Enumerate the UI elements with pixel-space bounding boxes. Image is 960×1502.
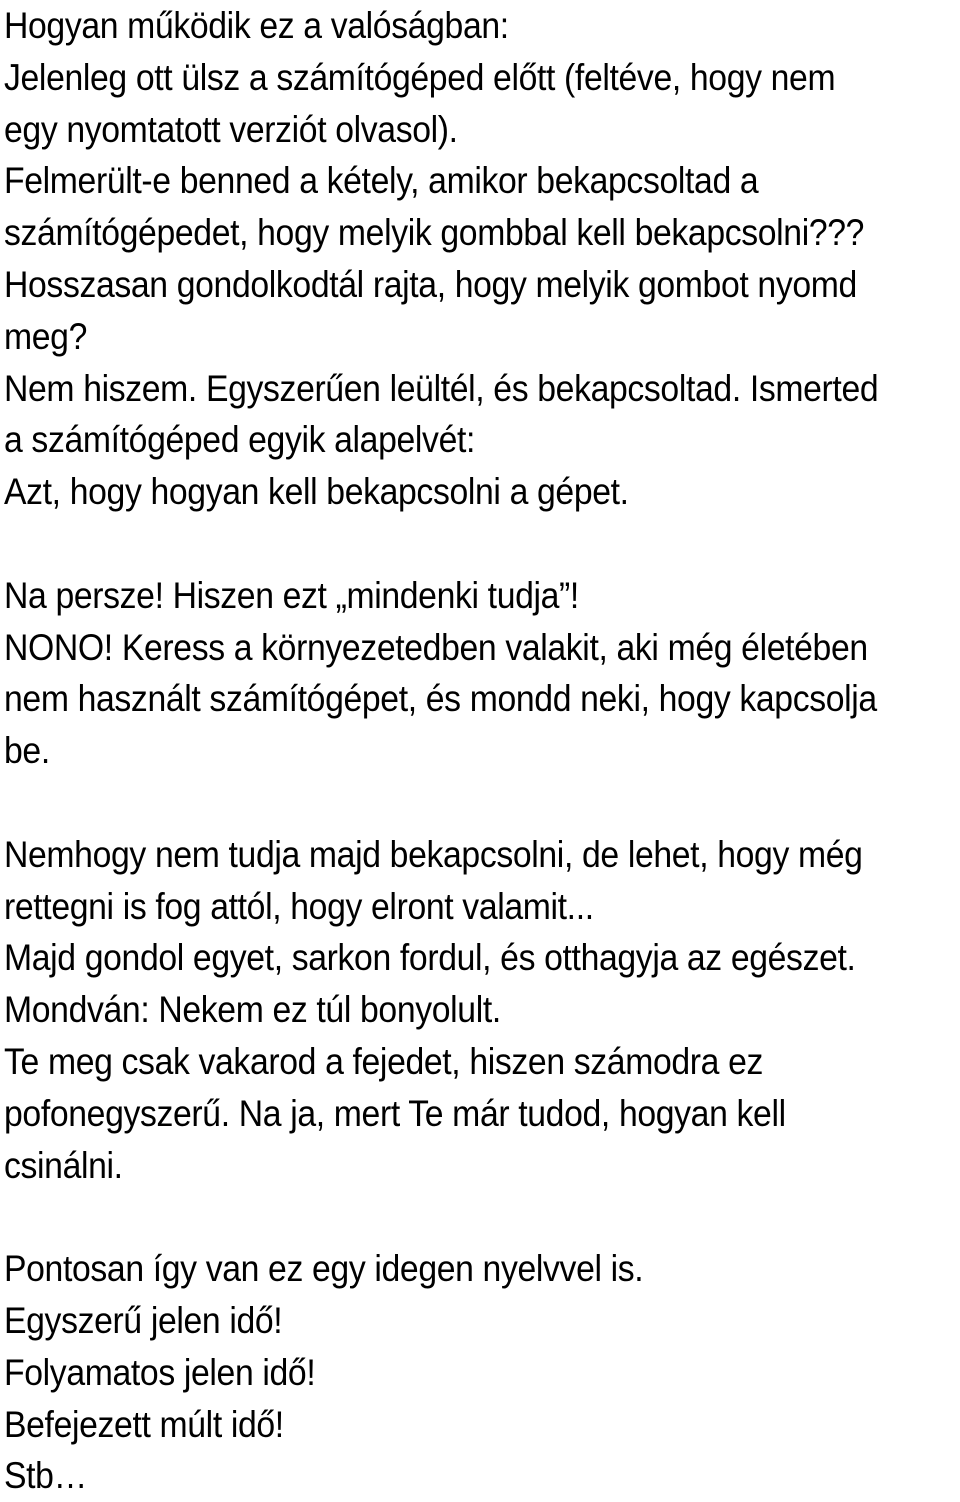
text-line: Befejezett múlt idő! [4, 1402, 284, 1445]
text-line: Stb… [4, 1454, 87, 1497]
text-line: Na persze! Hiszen ezt „mindenki tudja”! [4, 573, 579, 616]
document-body [4, 0, 879, 1502]
text-line: Felmerült-e benned a kétely, amikor bekapcsoltad a [4, 159, 759, 202]
text-line: egy nyomtatott verziót olvasol). [4, 107, 458, 150]
text-line: meg? [4, 314, 87, 357]
text-line: számítógépedet, hogy melyik gombbal kell bekapcsolni??? [4, 211, 865, 254]
text-line: Te meg csak vakarod a fejedet, hiszen számodra ez [4, 1039, 764, 1082]
text-line: csinálni. [4, 1143, 123, 1186]
text-line: pofonegyszerű. Na ja, mert Te már tudod, hogyan kell [4, 1091, 786, 1134]
text-line: nem használt számítógépet, és mondd neki, hogy kapcsolja [4, 677, 877, 720]
text-line: Mondván: Nekem ez túl bonyolult. [4, 988, 501, 1031]
blank-line [4, 777, 861, 829]
text-line: a számítógéped egyik alapelvét: [4, 418, 476, 461]
blank-line [4, 518, 861, 570]
text-line: Hogyan működik ez a valóságban: [4, 4, 509, 46]
text-line: NONO! Keress a környezetedben valakit, aki még életében [4, 625, 868, 668]
text-line: Nemhogy nem tudja majd bekapcsolni, de lehet, hogy még [4, 832, 863, 875]
text-line: Hosszasan gondolkodtál rajta, hogy melyik gombot nyomd [4, 262, 857, 305]
text-line: Egyszerű jelen idő! [4, 1298, 283, 1341]
blank-line [4, 1191, 861, 1243]
text-line: Azt, hogy hogyan kell bekapcsolni a gépet. [4, 470, 629, 513]
text-line: rettegni is fog attól, hogy elront valamit... [4, 884, 594, 927]
text-line: Pontosan így van ez egy idegen nyelvvel is. [4, 1247, 644, 1290]
text-line: Jelenleg ott ülsz a számítógéped előtt (feltéve, hogy nem [4, 55, 836, 98]
text-line: be. [4, 729, 50, 772]
text-line: Nem hiszem. Egyszerűen leültél, és bekapcsoltad. Ismerted [4, 366, 879, 409]
text-line: Majd gondol egyet, sarkon fordul, és otthagyja az egészet. [4, 936, 856, 979]
text-line: Folyamatos jelen idő! [4, 1350, 316, 1393]
